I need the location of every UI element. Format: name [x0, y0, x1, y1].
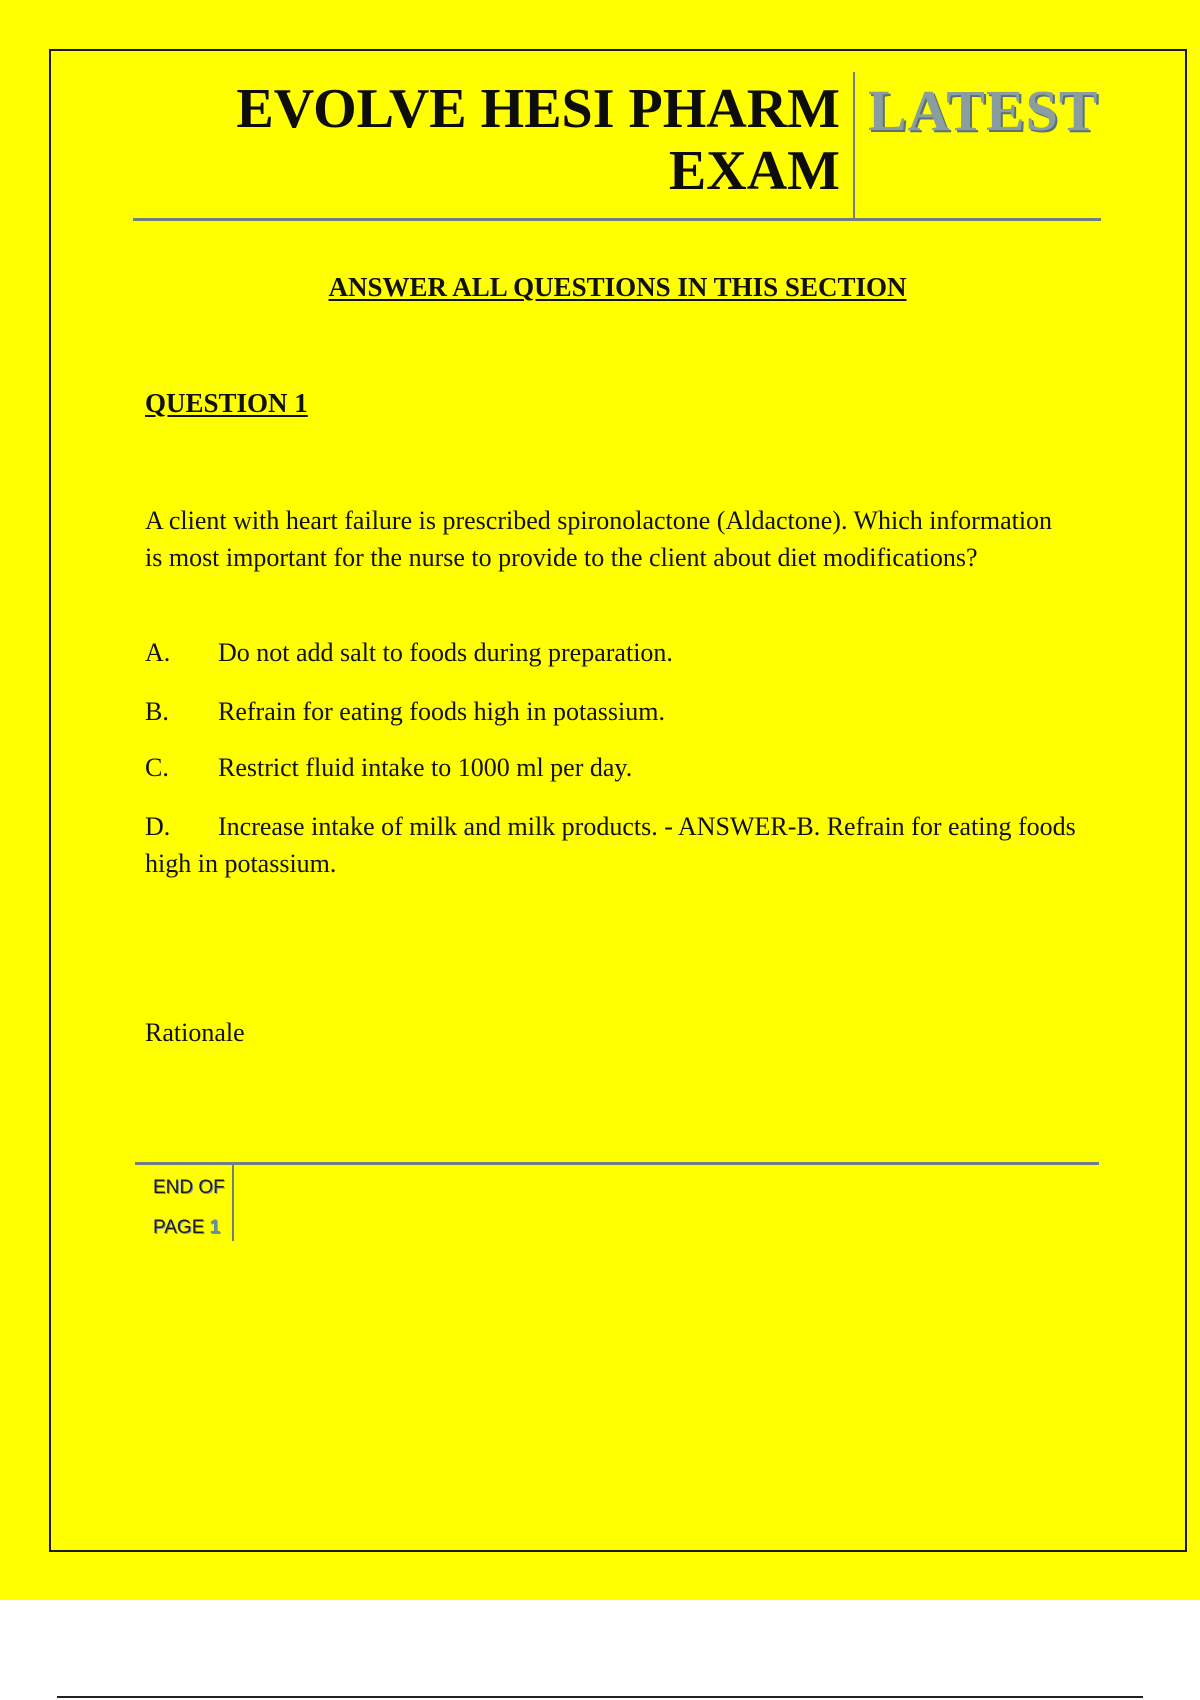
footer-rule — [135, 1162, 1099, 1165]
option-letter: B. — [145, 697, 169, 726]
option-d — [145, 808, 1095, 882]
question-heading: QUESTION 1 — [145, 388, 308, 418]
option-text: Restrict fluid intake to 1000 ml per day. — [218, 753, 633, 782]
page-label: PAGE — [153, 1217, 205, 1238]
page-label-line — [153, 1208, 225, 1248]
title-rule — [133, 218, 1101, 221]
title-line-2: EXAM — [668, 140, 840, 202]
option-text: Increase intake of milk and milk products. - ANSWER-B. Refrain for eating foods high in potassium. — [145, 812, 1076, 878]
rationale-label: Rationale — [145, 1018, 245, 1047]
option-text: Refrain for eating foods high in potassium. — [218, 697, 665, 726]
title-divider — [853, 72, 855, 220]
bottom-rule — [57, 1696, 1143, 1698]
footer-divider — [232, 1165, 234, 1241]
end-of-label: END OF — [153, 1177, 225, 1198]
title-accent: LATEST — [868, 78, 1099, 143]
section-heading: ANSWER ALL QUESTIONS IN THIS SECTION — [328, 272, 907, 302]
option-text: Do not add salt to foods during preparation. — [218, 638, 673, 667]
title-line-1: EVOLVE HESI PHARM — [236, 78, 840, 140]
option-letter: D. — [145, 812, 171, 841]
document-title — [200, 78, 840, 202]
option-letter: A. — [145, 638, 171, 667]
option-a — [145, 634, 1095, 671]
page-number: 1 — [209, 1217, 221, 1238]
option-b — [145, 693, 1095, 730]
end-of-page-label — [153, 1168, 225, 1248]
option-letter: C. — [145, 753, 169, 782]
question-text: A client with heart failure is prescribed spironolactone (Aldactone). Which information is most important for the nurse to provide to the client about diet modifications? — [145, 506, 1053, 572]
option-c — [145, 749, 1095, 786]
